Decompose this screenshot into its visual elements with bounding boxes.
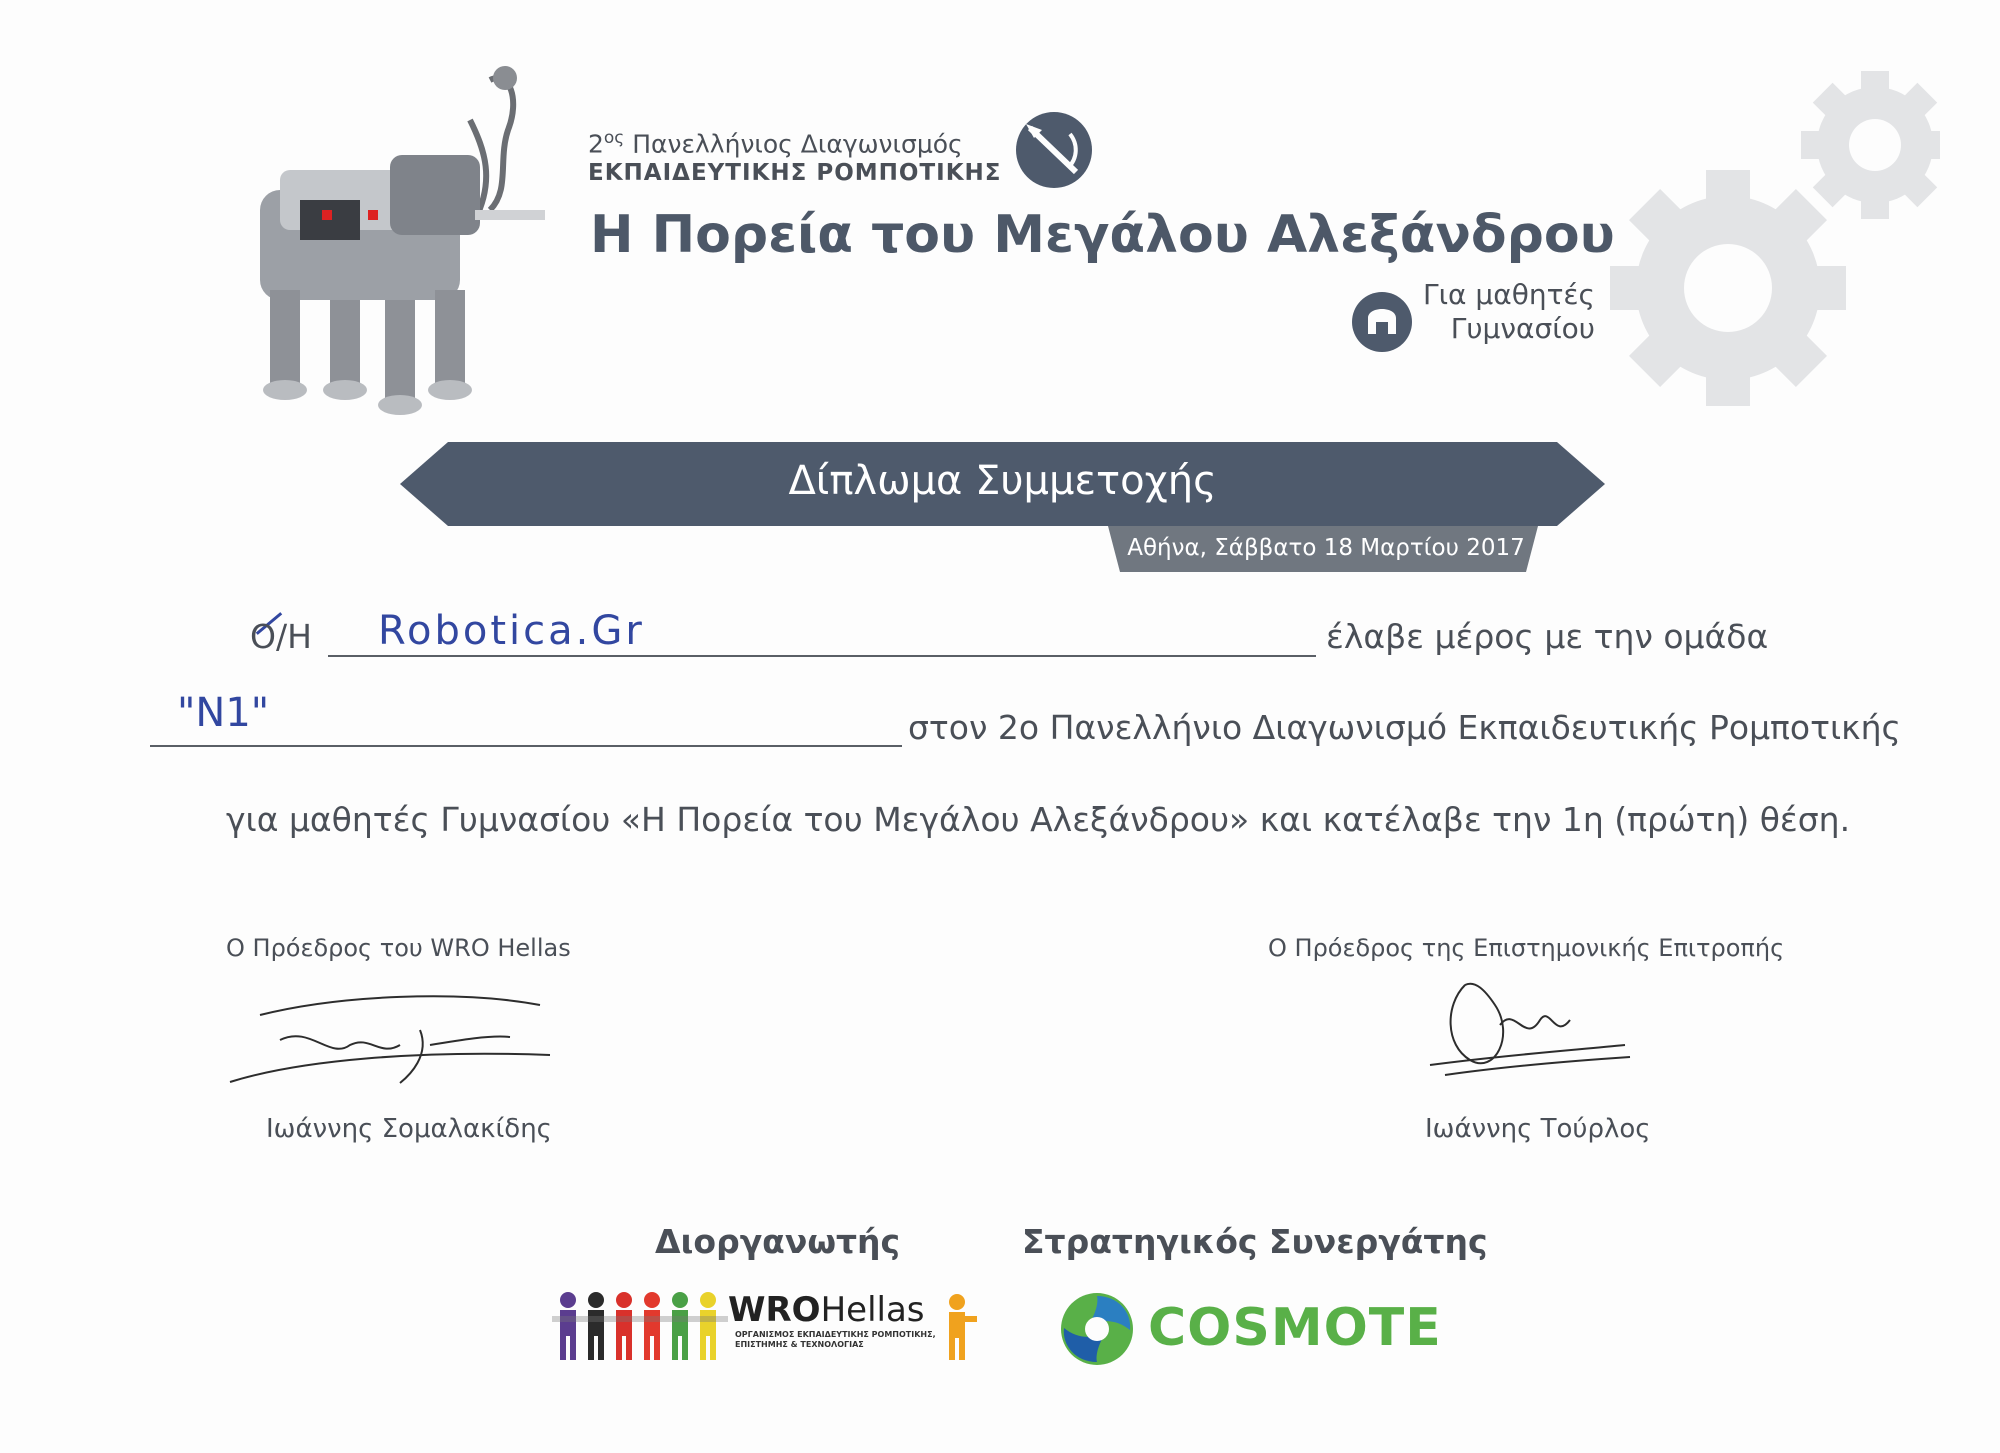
wro-tagline: ΟΡΓΑΝΙΣΜΟΣ ΕΚΠΑΙΔΕΥΤΙΚΗΣ ΡΟΜΠΟΤΙΚΗΣ, ΕΠΙΣΤΗΜΗΣ & ΤΕΧΝΟΛΟΓΙΑΣ (735, 1330, 936, 1349)
certificate-title: Δίπλωμα Συμμετοχής (788, 458, 1217, 504)
edition-heading (588, 128, 963, 158)
edition-text: Πανελλήνιος Διαγωνισμός (632, 129, 963, 159)
edition-number: 2 (588, 129, 604, 159)
participant-line (328, 655, 1316, 657)
cosmote-logo-text: COSMOTE (1148, 1298, 1442, 1358)
gear-icon (1600, 60, 1940, 420)
audience-line-1: Για μαθητές (1422, 278, 1595, 311)
placement-text: για μαθητές Γυμνασίου «Η Πορεία του Μεγάλου Αλεξάνδρου» και κατέλαβε την 1η (πρώτη) θέση. (226, 800, 1851, 839)
left-signature (220, 985, 560, 1090)
left-signatory-role: Ο Πρόεδρος του WRO Hellas (226, 934, 571, 962)
edition-suffix: ος (603, 128, 625, 148)
spear-emblem-icon (1012, 108, 1096, 192)
left-signatory-name: Ιωάννης Σομαλακίδης (266, 1114, 552, 1144)
right-signatory-role: Ο Πρόεδρος της Επιστημονικής Επιτροπής (1268, 934, 1785, 962)
wro-people-icon (552, 1290, 732, 1362)
competition-text: στον 2ο Πανελλήνιο Διαγωνισμό Εκπαιδευτικής Ρομποτικής (908, 708, 1901, 747)
competition-subtitle: ΕΚΠΑΙΔΕΥΤΙΚΗΣ ΡΟΜΠΟΤΙΚΗΣ (588, 160, 1002, 186)
team-name: "N1" (177, 690, 270, 736)
wro-name-light: Hellas (820, 1290, 925, 1330)
right-signature (1425, 965, 1635, 1090)
audience-line-2: Γυμνασίου (1450, 312, 1595, 345)
organizer-label: Διοργανωτής (655, 1222, 901, 1261)
right-signatory-name: Ιωάννης Τούρλος (1425, 1114, 1651, 1144)
lego-elephant-robot-image (240, 60, 550, 420)
wro-kid-icon (935, 1292, 979, 1362)
cosmote-swirl-icon (1058, 1290, 1136, 1368)
partner-label: Στρατηγικός Συνεργάτης (1022, 1222, 1488, 1261)
team-line (150, 745, 902, 747)
gender-prefix: Ο/Η (250, 617, 312, 656)
took-part-text: έλαβε μέρος με την ομάδα (1326, 617, 1769, 656)
participant-name: Robotica.Gr (378, 608, 645, 654)
page-title: Η Πορεία του Μεγάλου Αλεξάνδρου (590, 205, 1615, 265)
issue-date: Αθήνα, Σάββατο 18 Μαρτίου 2017 (1127, 535, 1525, 561)
audience-label (1380, 278, 1595, 346)
wro-hellas-logo-text (728, 1290, 925, 1330)
wro-name-bold: WRO (728, 1290, 821, 1330)
